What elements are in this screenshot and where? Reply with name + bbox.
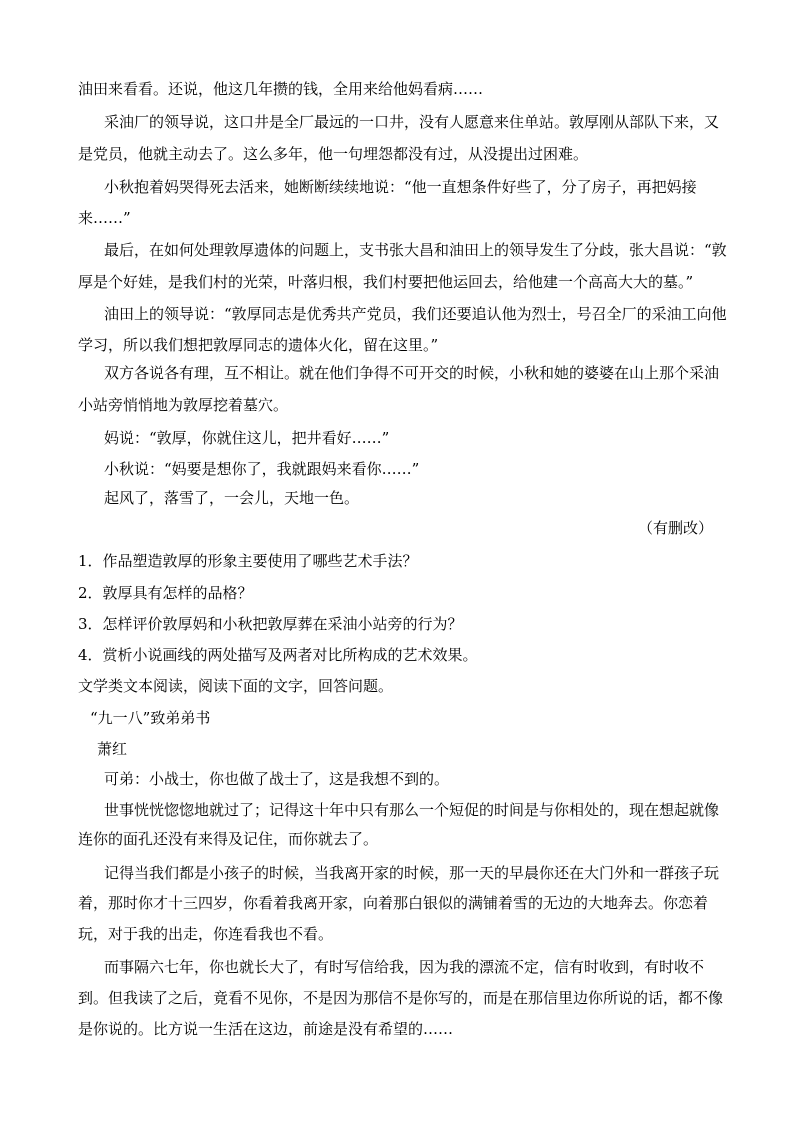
story-line: 小站旁悄悄地为敦厚挖着墓穴。 <box>78 396 289 414</box>
story-line: 油田来看看。还说，他这几年攒的钱，全用来给他妈看病…… <box>78 80 484 98</box>
story-line: 采油厂的领导说，这口井是全厂最远的一口井，没有人愿意来住单站。敦厚刚从部队下来，又 <box>104 113 720 131</box>
story-line: 油田上的领导说：“敦厚同志是优秀共产党员，我们还要追认他为烈士，号召全厂的采油工向他 <box>104 305 727 323</box>
letter-line: 而事隔六七年，你也就长大了，有时写信给我，因为我的漂流不定，信有时收到，有时收不 <box>104 958 705 976</box>
story-line: 小秋说：“妈要是想你了，我就跟妈来看你……” <box>104 460 420 478</box>
letter-line: 到。但我读了之后，竟看不见你，不是因为那信不是你写的，而是在那信里边你所说的话，都不像 <box>78 989 724 1007</box>
letter-line: 世事恍恍惚惚地就过了；记得这十年中只有那么一个短促的时间是与你相处的，现在想起就像 <box>104 801 720 819</box>
letter-line: 是你说的。比方说一生活在这边，前途是没有希望的…… <box>78 1020 454 1038</box>
story-line: 是党员，他就主动去了。这么多年，他一句埋怨都没有过，从没提出过困难。 <box>78 145 589 163</box>
article-title: “九一八”致弟弟书 <box>90 709 211 727</box>
story-line: 双方各说各有理，互不相让。就在他们争得不可开交的时候，小秋和她的婆婆在山上那个采油 <box>104 364 720 382</box>
revision-note: （有删改） <box>637 519 713 537</box>
letter-line: 记得当我们都是小孩子的时候，当我离开家的时候，那一天的早晨你还在大门外和一群孩子玩 <box>104 864 720 882</box>
letter-line: 连你的面孔还没有来得及记住，而你就去了。 <box>78 830 379 848</box>
story-line: 小秋抱着妈哭得死去活来，她断断续续地说：“他一直想条件好些了，分了房子，再把妈接 <box>104 178 697 196</box>
story-line: 学习，所以我们想把敦厚同志的遗体火化，留在这里。” <box>78 336 439 354</box>
letter-line: 可弟：小战士，你也做了战士了，这是我想不到的。 <box>104 770 450 788</box>
story-line: 来……” <box>78 209 131 227</box>
question-4: 4．赏析小说画线的两处描写及两者对比所构成的艺术效果。 <box>78 646 478 664</box>
question-1: 1．作品塑造敦厚的形象主要使用了哪些艺术手法？ <box>78 552 418 570</box>
letter-line: 玩，对于我的出走，你连看我也不看。 <box>78 925 334 943</box>
section-instruction: 文学类文本阅读，阅读下面的文字，回答问题。 <box>78 677 394 695</box>
article-author: 萧红 <box>97 740 128 758</box>
story-line: 起风了，落雪了，一会儿，天地一色。 <box>104 489 360 507</box>
story-line: 最后，在如何处理敦厚遗体的问题上，支书张大昌和油田上的领导发生了分歧，张大昌说：“敦 <box>104 241 727 259</box>
question-2: 2．敦厚具有怎样的品格？ <box>78 584 253 602</box>
question-3: 3．怎样评价敦厚妈和小秋把敦厚葬在采油小站旁的行为？ <box>78 615 463 633</box>
story-line: 厚是个好娃，是我们村的光荣，叶落归根，我们村要把他运回去，给他建一个高高大大的墓。” <box>78 273 694 291</box>
letter-line: 着，那时你才十三四岁，你看着我离开家，向着那白银似的满铺着雪的无边的大地奔去。你恋着 <box>78 894 709 912</box>
story-line: 妈说：“敦厚，你就住这儿，把井看好……” <box>104 429 390 447</box>
